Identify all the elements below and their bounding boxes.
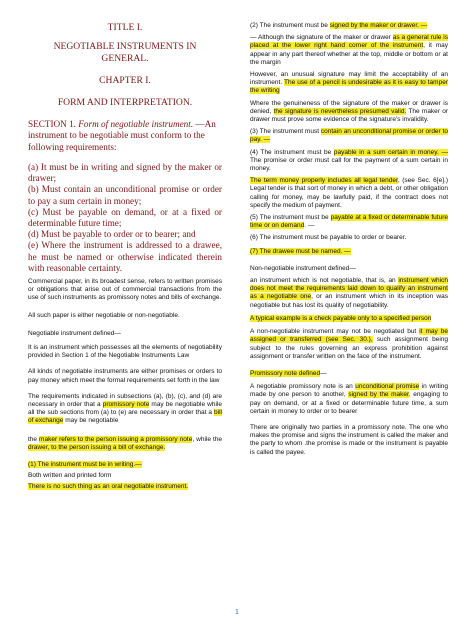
requirement-e: (e) Where the instrument is addressed to a drawee, he must be named or otherwise indicated therein with reasonable certainty.	[28, 240, 222, 273]
maker-drawer-paragraph: the maker refers to the person issuing a promissory note, while the drawer, to the person issuing a bill of exchange.	[28, 435, 222, 451]
both-written-line: Both written and printed form	[28, 472, 112, 480]
negotiable-defined-heading: Negotiable instrument defined—	[28, 329, 121, 337]
requirements-indicated-paragraph: The requirements indicated in subsections (a), (b), (c), and (d) are necessary in order that a promissory note may be negotiable while all the sub sections from (a) to (e) are necessary in order that a bill of exchange may be negotiable	[28, 392, 222, 425]
title-subheading-1: NEGOTIABLE INSTRUMENTS IN	[53, 41, 197, 52]
highlight-bill-of-exchange: bill of exchange	[28, 409, 222, 425]
requirement-b: (b) Must contain an unconditional promise or order to pay a sum certain in money;	[28, 184, 222, 206]
negotiable-definition-paragraph: It is an instrument which possesses all the elements of negotiability provided in Section 1 of the Negotiable Instruments Law	[28, 343, 222, 360]
section-1-number: SECTION 1.	[28, 119, 76, 129]
section-1-title: Form of negotiable instrument.	[78, 119, 194, 129]
requirement-a: (a) It must be in writing and signed by the maker or drawer;	[28, 161, 222, 184]
requirement-d: (d) Must be payable to order or to bearer; and	[28, 229, 196, 240]
promissory-note-definition-paragraph: A negotiable promissory note is an unconditional promise in writing made by one person to another, signed by the maker, engaging to pay on demand, or at a fixed or determinable future time, a sum certain in money to order or to bearer	[250, 383, 449, 415]
promissory-note-heading: Promissory note defined—	[250, 369, 327, 377]
non-negotiable-definition-paragraph: an instrument which is not negotiable, that is, an instrument which does not meet the requirements laid down to qualify an instrument as a negotiable one, or an instrument which in its inception was negotiable but has lost its quality of negotiability.	[250, 277, 448, 309]
highlight-unconditional-promise: unconditional promise	[355, 383, 420, 391]
highlight-pencil: The use of a pencil is undesirable as it is easy to tamper the writing	[250, 79, 448, 95]
requirement-3-paragraph: (3) The instrument must contain an unconditional promise or order to pay. —	[250, 128, 448, 144]
highlight-signed-by-maker: signed by the maker	[348, 391, 409, 399]
parties-paragraph: There are originally two parties in a promissory note. The one who makes the promise and signs the instrument is called the maker and the party to whom .the promise is made or the instrument is payable is called the payee.	[250, 423, 448, 456]
all-such-paper-paragraph: All such paper is either negotiable or non-negotiable.	[28, 311, 180, 319]
assignment-paragraph: A non-negotiable instrument may not be negotiated but it may be assigned or transferred (see Sec. 30.), such assignment being subject to the rules governing an express prohibition against assignment or transfer written on the face of the instrument.	[250, 328, 448, 360]
highlight-maker: maker refers to the person issuing a promissory note	[39, 435, 193, 443]
highlight-presumed-valid: the signature is nevertheless presumed valid.	[273, 107, 407, 115]
highlight-signed: signed by the maker or drawer. —	[329, 22, 428, 29]
typical-example-line: A typical example is a check payable only to a specified person	[250, 314, 432, 322]
highlight-requirements: instrument which does not meet the requirements laid down to qualify an instrument as a negotiable one	[250, 277, 448, 301]
chapter-subheading: FORM AND INTERPRETATION.	[57, 97, 193, 108]
requirement-4-paragraph: (4) The instrument must be payable in a sum certain in money. — The promise or order must call for the payment of a sum certain in money.	[250, 148, 448, 173]
all-kinds-paragraph: All kinds of negotiable instruments are either promises or orders to pay money which meet the formal requirements set forth in the law	[28, 368, 222, 384]
no-oral-line: There is no such thing as an oral negotiable instrument.	[28, 483, 189, 491]
requirement-7-paragraph: (7) The drawee must be named. —	[250, 247, 351, 255]
legal-tender-paragraph: The term money properly includes all legal tender, (see Sec. 6[e].) Legal tender is that sort of money in which a debt, or other obligation calling for money, may be lawfully paid, if the contract does not specify the medium of payment.	[250, 177, 448, 209]
highlight-promissory-note: promissory note	[102, 400, 150, 408]
highlight-signature-location: as a general rule is placed at the lower right hand corner of the instrument	[250, 34, 449, 50]
highlight-fixed-time: payable at a fixed or determinable future time or on demand	[250, 214, 448, 230]
chapter-heading: CHAPTER I.	[99, 75, 151, 86]
item-1-heading: (1) The instrument must be in writing.—	[28, 460, 142, 468]
requirement-2-paragraph: (2) The instrument must be signed by the maker or drawer. —	[250, 22, 428, 29]
unusual-signature-paragraph: However, an unusual signature may limit the acceptability of an instrument. The use of a pencil is undesirable as it is easy to tamper the writing	[250, 71, 448, 95]
left-column	[28, 22, 222, 492]
section-1-intro: —An instrument to be negotiable must conform to the following requirements:	[28, 119, 216, 152]
right-column	[250, 22, 448, 457]
page-number: 1	[235, 609, 239, 616]
highlight-unconditional: contain an unconditional promise or order to pay. —	[250, 128, 448, 144]
signature-location-paragraph: — Although the signature of the maker or drawer as a general rule is placed at the lower right hand corner of the instrument, it may appear in any part thereof whether at the top, middle or bottom or at the margin	[250, 34, 449, 66]
highlight-money: The term money properly includes all legal tender	[250, 177, 398, 185]
genuineness-paragraph: Where the genuineness of the signature of the maker or drawer is denied, the signature is nevertheless presumed valid. The maker or drawer must prove some evidence of the signature's invalidity.	[250, 99, 448, 124]
commercial-paper-paragraph: Commercial paper, in its broadest sense, refers to written promises or obligations that arise out of commercial transactions from the use of such instruments as promissory notes and bills of exchange.	[28, 277, 222, 302]
highlight-sum-certain: payable in a sum certain in money. —	[333, 148, 448, 156]
requirement-5-paragraph: (5) The instrument must be payable at a fixed or determinable future time or on demand. —	[250, 214, 448, 230]
non-negotiable-heading: Non-negotiable instrument defined—	[250, 264, 356, 272]
requirements-list	[28, 162, 222, 274]
title-subheading-2: GENERAL.	[101, 53, 149, 64]
requirement-6-paragraph: (6) The instrument must be payable to order or bearer.	[250, 234, 407, 242]
title-heading: TITLE I.	[107, 22, 143, 33]
section-1-block	[28, 119, 222, 153]
requirement-c: (c) Must be payable on demand, or at a fixed or determinable future time;	[28, 206, 222, 228]
highlight-assigned: it may be assigned or transferred (see Sec. 30.),	[250, 328, 448, 344]
highlight-drawer: drawer, to the person issuing a bill of exchange.	[28, 443, 166, 451]
